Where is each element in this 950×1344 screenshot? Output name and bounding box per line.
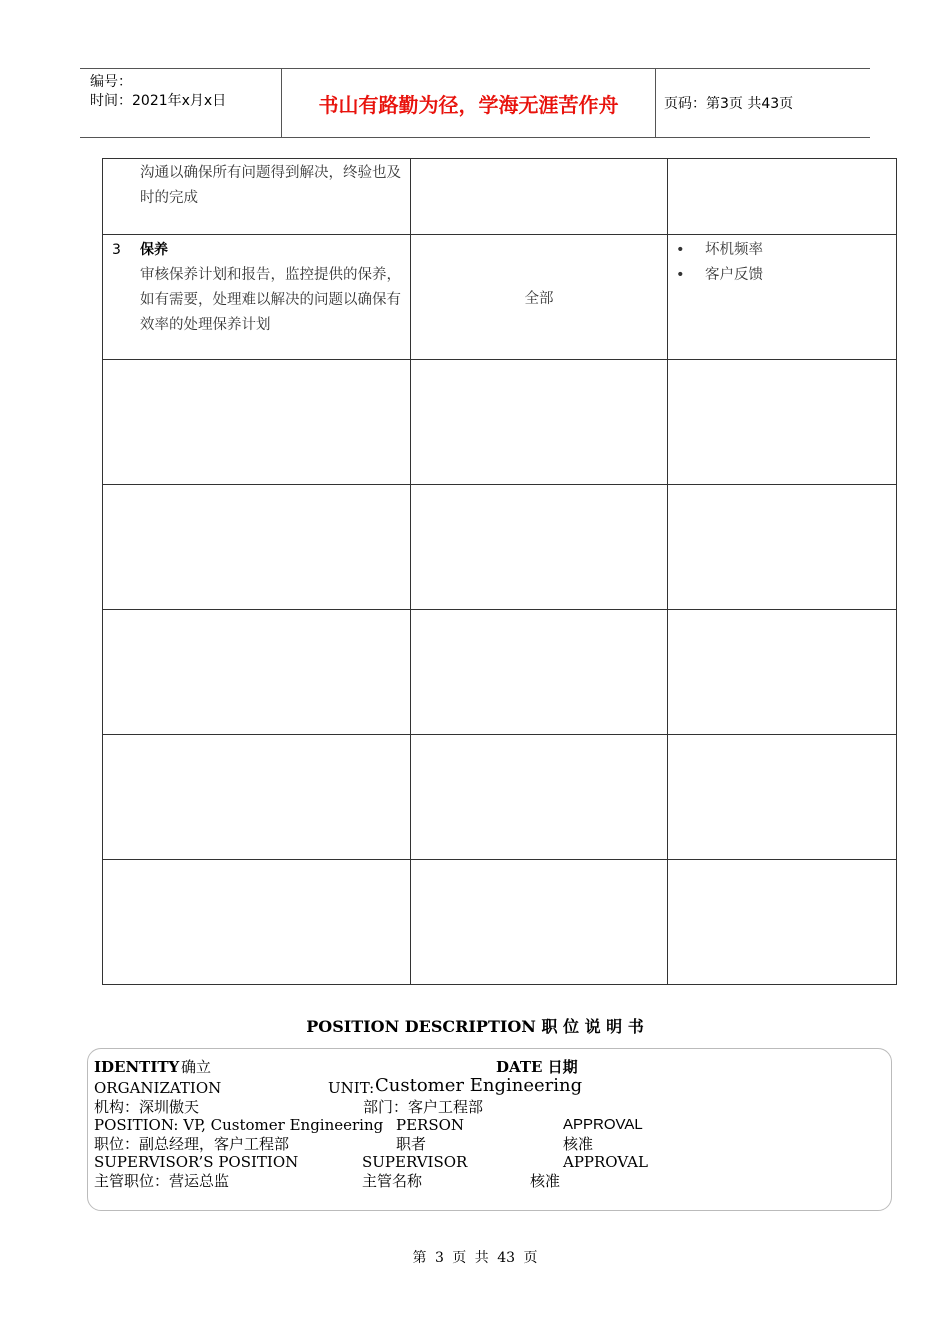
row2-title: 保养 bbox=[140, 242, 168, 258]
table-cell bbox=[668, 360, 897, 485]
supervisor-label: SUPERVISOR bbox=[362, 1153, 468, 1171]
organization-label: ORGANIZATION bbox=[94, 1079, 222, 1097]
table-row bbox=[103, 735, 897, 860]
table-cell bbox=[411, 610, 668, 735]
header-number-label: 编号： bbox=[90, 74, 132, 90]
approval-label: APPROVAL bbox=[563, 1116, 643, 1133]
row1-text: 沟通以确保所有问题得到解决，终验也及时的完成 bbox=[140, 165, 401, 206]
header-page-info: 页码：第3页 共43页 bbox=[664, 96, 794, 112]
identity-cn-label: 确立 bbox=[181, 1058, 212, 1076]
table-cell bbox=[668, 735, 897, 860]
table-cell bbox=[411, 360, 668, 485]
table-cell bbox=[103, 360, 411, 485]
page-header bbox=[80, 68, 870, 138]
position-cn: 职位：副总经理，客户工程部 bbox=[94, 1135, 290, 1153]
table-cell bbox=[103, 485, 411, 610]
table-cell bbox=[411, 159, 668, 235]
approval2-cn: 核准 bbox=[530, 1172, 561, 1190]
responsibility-table bbox=[102, 158, 897, 985]
person-label: PERSON bbox=[396, 1116, 465, 1134]
table-cell bbox=[103, 159, 411, 235]
list-item: • 坏机频率 bbox=[668, 238, 896, 263]
row2-measures bbox=[668, 235, 896, 288]
table-cell bbox=[411, 735, 668, 860]
table-row bbox=[103, 159, 897, 235]
table-cell bbox=[668, 860, 897, 985]
table-cell bbox=[103, 610, 411, 735]
date-label: DATE 日期 bbox=[496, 1058, 578, 1076]
unit-value: Customer Engineering bbox=[375, 1075, 583, 1096]
table-row bbox=[103, 235, 897, 360]
table-cell bbox=[668, 610, 897, 735]
approval-cn: 核准 bbox=[563, 1135, 594, 1153]
table-row bbox=[103, 360, 897, 485]
position-description-box bbox=[87, 1048, 892, 1211]
person-cn: 职者 bbox=[396, 1135, 427, 1153]
table-cell bbox=[103, 860, 411, 985]
row2-text: 审核保养计划和报告，监控提供的保养，如有需要，处理难以解决的问题以确保有效率的处理保养计划 bbox=[140, 267, 401, 333]
row2-scope: 全部 bbox=[411, 235, 668, 360]
row2-number: 3 bbox=[112, 242, 121, 258]
approval2-label: APPROVAL bbox=[563, 1153, 648, 1171]
table-row bbox=[103, 485, 897, 610]
position-label: POSITION: VP, Customer Engineering bbox=[94, 1116, 384, 1134]
table-cell bbox=[668, 485, 897, 610]
supervisor-position-cn: 主管职位：营运总监 bbox=[94, 1172, 230, 1190]
organization-cn: 机构：深圳傲天 bbox=[94, 1098, 200, 1116]
position-description-title: POSITION DESCRIPTION 职 位 说 明 书 bbox=[306, 1017, 644, 1036]
department-cn: 部门：客户工程部 bbox=[363, 1098, 484, 1116]
header-time-label: 时间：2021年x月x日 bbox=[90, 93, 227, 109]
table-cell bbox=[411, 485, 668, 610]
supervisor-name-cn: 主管名称 bbox=[362, 1172, 423, 1190]
table-cell bbox=[103, 235, 411, 360]
identity-label: IDENTITY bbox=[94, 1058, 180, 1076]
row2-content bbox=[103, 235, 410, 338]
page-footer: 第 3 页 共 43 页 bbox=[412, 1250, 538, 1266]
supervisor-position-label: SUPERVISOR’S POSITION bbox=[94, 1153, 299, 1171]
table-cell bbox=[103, 735, 411, 860]
table-row bbox=[103, 860, 897, 985]
list-item: • 客户反馈 bbox=[668, 263, 896, 288]
table-row bbox=[103, 610, 897, 735]
table-cell bbox=[668, 159, 897, 235]
header-meta bbox=[90, 73, 226, 111]
header-motto: 书山有路勤为径，学海无涯苦作舟 bbox=[281, 69, 656, 137]
unit-label: UNIT: bbox=[328, 1079, 375, 1097]
table-cell bbox=[411, 860, 668, 985]
table-cell bbox=[668, 235, 897, 360]
